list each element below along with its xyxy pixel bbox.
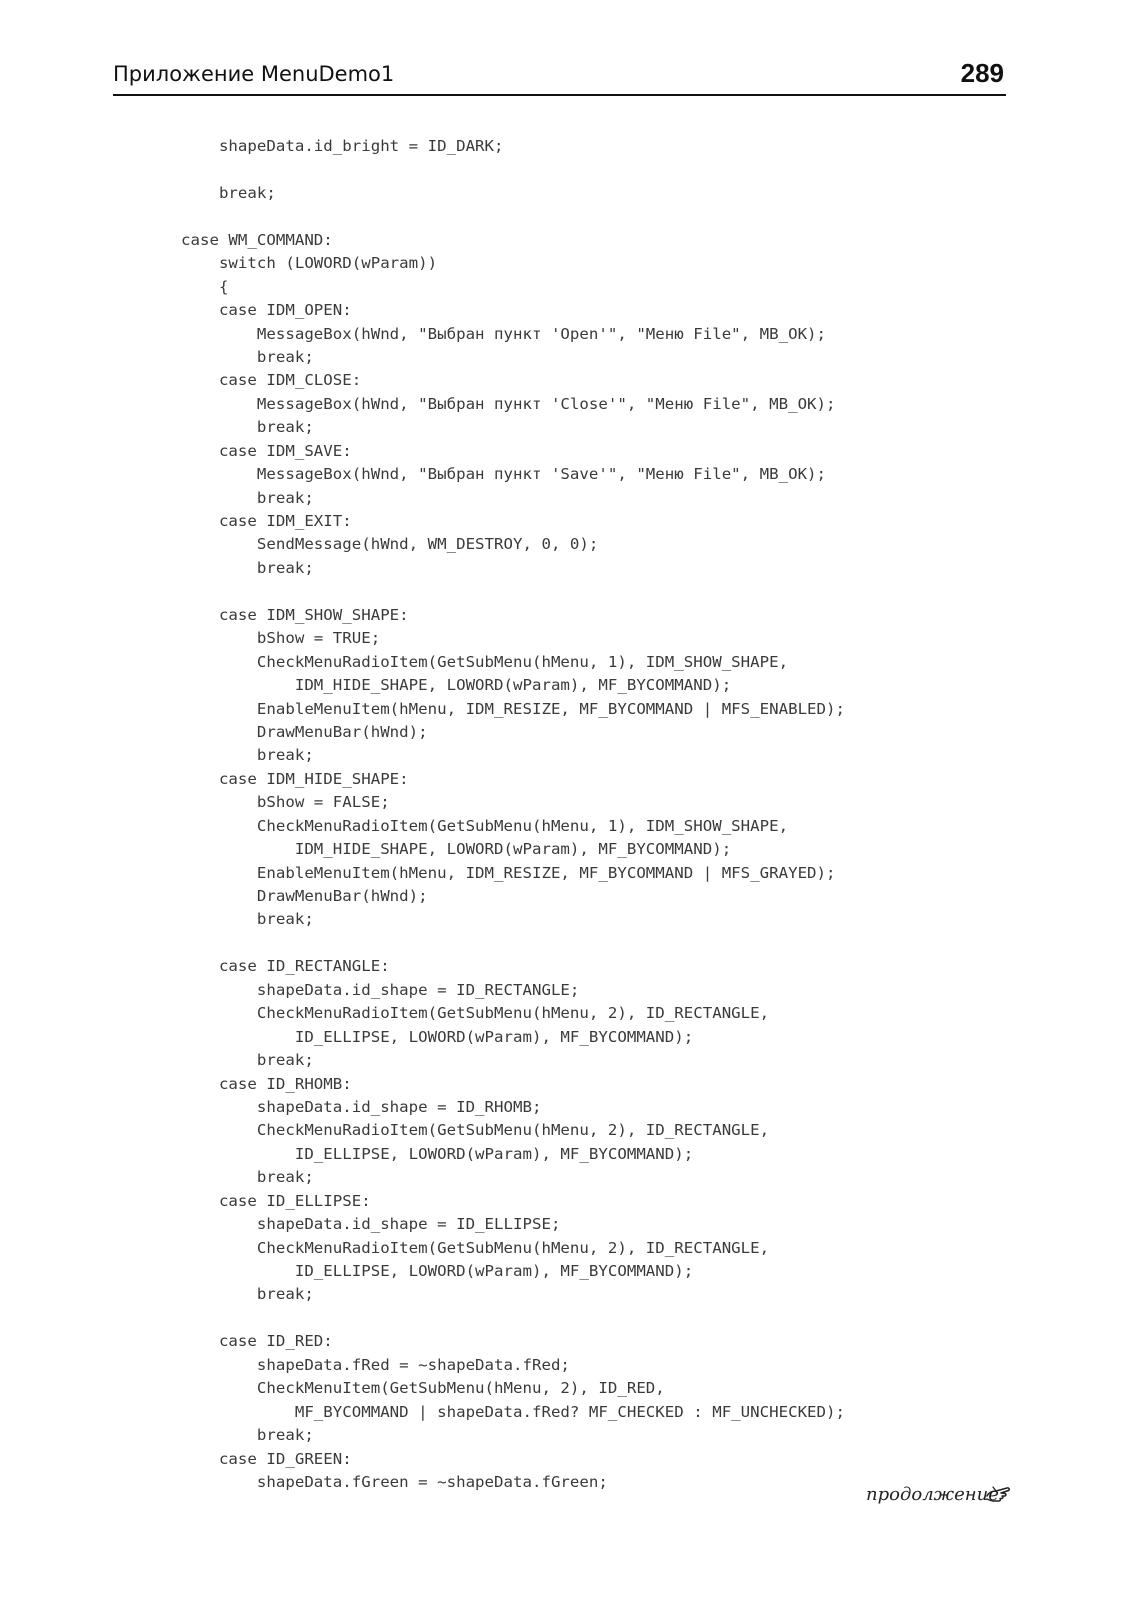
code-line: DrawMenuBar(hWnd);: [181, 722, 428, 741]
code-line: MessageBox(hWnd, "Выбран пункт 'Save'", "Меню File", MB_OK);: [181, 465, 827, 484]
continued-label: продолжение: [866, 1484, 999, 1505]
code-line: break;: [181, 418, 314, 437]
code-line: break;: [181, 910, 314, 929]
code-line: bShow = FALSE;: [181, 793, 390, 812]
code-line: CheckMenuRadioItem(GetSubMenu(hMenu, 2), ID_RECTANGLE,: [181, 1004, 770, 1023]
code-line: DrawMenuBar(hWnd);: [181, 887, 428, 905]
code-line: bShow = TRUE;: [181, 629, 381, 648]
code-line: case ID_RED:: [181, 1332, 333, 1351]
code-line: ID_ELLIPSE, LOWORD(wParam), MF_BYCOMMAND);: [181, 1262, 694, 1280]
code-line: break;: [181, 488, 314, 507]
code-line: CheckMenuItem(GetSubMenu(hMenu, 2), ID_RED,: [181, 1379, 665, 1398]
code-line: switch (LOWORD(wParam)): [181, 254, 438, 273]
code-line: [181, 1307, 845, 1330]
code-line: MessageBox(hWnd, "Выбран пункт 'Close'", "Меню File", MB_OK);: [181, 394, 836, 413]
code-line: case WM_COMMAND:: [181, 230, 333, 249]
code-line: SendMessage(hWnd, WM_DESTROY, 0, 0);: [181, 535, 599, 554]
code-line: break;: [181, 1285, 314, 1304]
code-line: CheckMenuRadioItem(GetSubMenu(hMenu, 1), IDM_SHOW_SHAPE,: [181, 816, 789, 835]
code-line: ID_ELLIPSE, LOWORD(wParam), MF_BYCOMMAND);: [181, 1144, 694, 1163]
code-line: case ID_RHOMB:: [181, 1074, 352, 1093]
code-line: shapeData.fRed = ~shapeData.fRed;: [181, 1355, 570, 1374]
code-line: [181, 932, 845, 955]
code-line: IDM_HIDE_SHAPE, LOWORD(wParam), MF_BYCOMMAND);: [181, 840, 732, 859]
code-line: case IDM_OPEN:: [181, 301, 352, 320]
code-line: shapeData.id_bright = ID_DARK;: [181, 137, 504, 155]
code-line: shapeData.id_shape = ID_RECTANGLE;: [181, 980, 580, 999]
code-line: ID_ELLIPSE, LOWORD(wParam), MF_BYCOMMAND);: [181, 1027, 694, 1046]
code-line: MessageBox(hWnd, "Выбран пункт 'Open'", "Меню File", MB_OK);: [181, 324, 827, 343]
code-line: break;: [181, 347, 314, 366]
code-line: [181, 580, 845, 603]
code-line: break;: [181, 746, 314, 765]
code-line: MF_BYCOMMAND | shapeData.fRed? MF_CHECKED : MF_UNCHECKED);: [181, 1402, 846, 1421]
code-line: [181, 158, 845, 181]
code-line: CheckMenuRadioItem(GetSubMenu(hMenu, 1), IDM_SHOW_SHAPE,: [181, 652, 789, 671]
code-line: CheckMenuRadioItem(GetSubMenu(hMenu, 2), ID_RECTANGLE,: [181, 1238, 770, 1257]
code-line: break;: [181, 1168, 314, 1187]
code-line: shapeData.fGreen = ~shapeData.fGreen;: [181, 1472, 608, 1491]
code-line: break;: [181, 1426, 314, 1445]
code-line: case IDM_EXIT:: [181, 512, 352, 530]
page-number: 289: [960, 58, 1004, 88]
code-line: case ID_ELLIPSE:: [181, 1191, 371, 1210]
code-line: {: [181, 277, 229, 296]
code-line: case IDM_HIDE_SHAPE:: [181, 769, 409, 788]
code-line: EnableMenuItem(hMenu, IDM_RESIZE, MF_BYCOMMAND | MFS_GRAYED);: [181, 863, 836, 882]
code-line: case IDM_SHOW_SHAPE:: [181, 605, 409, 624]
code-line: CheckMenuRadioItem(GetSubMenu(hMenu, 2), ID_RECTANGLE,: [181, 1121, 770, 1140]
code-line: break;: [181, 1051, 314, 1070]
code-line: shapeData.id_shape = ID_ELLIPSE;: [181, 1215, 561, 1234]
code-line: EnableMenuItem(hMenu, IDM_RESIZE, MF_BYCOMMAND | MFS_ENABLED);: [181, 699, 846, 718]
code-line: break;: [181, 558, 314, 577]
code-line: case ID_GREEN:: [181, 1449, 352, 1468]
pointing-hand-icon: [985, 1483, 1012, 1505]
code-line: IDM_HIDE_SHAPE, LOWORD(wParam), MF_BYCOMMAND);: [181, 676, 732, 695]
code-line: case IDM_SAVE:: [181, 441, 352, 460]
code-listing: [181, 135, 846, 1494]
code-line: break;: [181, 183, 276, 202]
code-line: [181, 205, 845, 228]
code-line: case IDM_CLOSE:: [181, 371, 362, 390]
code-line: case ID_RECTANGLE:: [181, 957, 390, 976]
running-header: [113, 60, 1006, 96]
running-title: Приложение MenuDemo1: [113, 62, 395, 86]
code-line: shapeData.id_shape = ID_RHOMB;: [181, 1097, 542, 1116]
